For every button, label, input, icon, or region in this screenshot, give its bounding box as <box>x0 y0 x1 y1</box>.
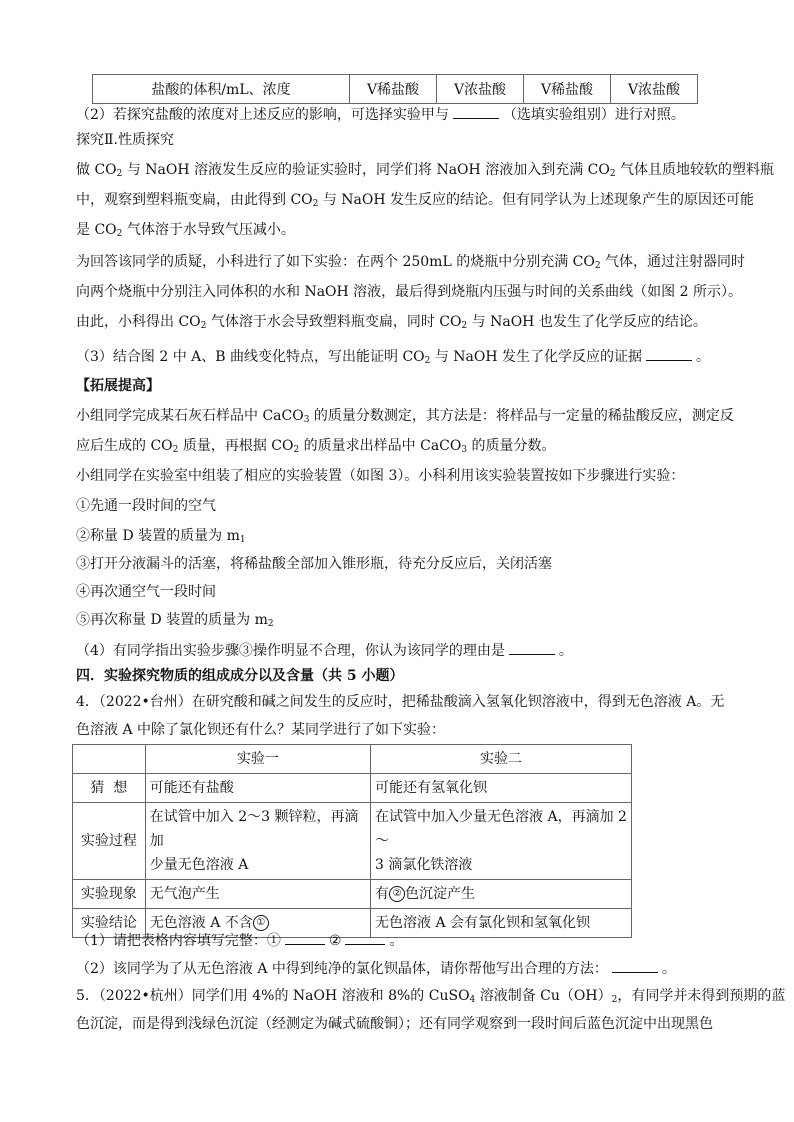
table-cell: 无气泡产生 <box>145 880 370 909</box>
question-4-1: （1）请把表格内容填写完整：① ② 。 <box>76 930 403 951</box>
table-cell: 无色溶液 A 不含 ① <box>145 909 370 938</box>
step-5: ⑤再次称量 D 装置的质量为 $m_2$ <box>76 612 274 629</box>
table-cell: 可能还有氢氧化钡 <box>371 774 632 803</box>
question-4-2: （2）该同学为了从无色溶液 A 中得到纯净的氯化钡晶体，请你帮他写出合理的方法： 。 <box>76 958 676 979</box>
answer-blank[interactable] <box>345 930 385 945</box>
paragraph-line: 为回答该同学的质疑，小科进行了如下实验：在两个 250mL 的烧瓶中分别充满 $CO_2$ 气体，通过注射器同时 <box>76 254 746 271</box>
extension-title: 【拓展提高】 <box>76 378 160 394</box>
table-cell: 实验二 <box>371 745 632 774</box>
table-cell: 无色溶液 A 会有氯化钡和氢氧化钡 <box>371 909 632 938</box>
table-row <box>73 803 632 880</box>
paragraph-line: 由此，小科得出 $CO_2$ 气体溶于水会导致塑料瓶变扁，同时 $CO_2$ 与 NaOH 也发生了化学反应的结论。 <box>76 314 707 331</box>
table-cell: V稀盐酸 <box>524 75 611 104</box>
table-cell: V浓盐酸 <box>611 75 698 104</box>
table-cell: V浓盐酸 <box>437 75 524 104</box>
paragraph-line: 中，观察到塑料瓶变扁，由此得到 $CO_2$ 与 NaOH 发生反应的结论。但有同学认为上述现象产生的原因还可能 <box>76 192 755 209</box>
table-row <box>73 774 632 803</box>
paragraph-line: 是 $CO_2$ 气体溶于水导致气压减小。 <box>76 222 295 239</box>
question-4: （4）有同学指出实验步骤③操作明显不合理，你认为该同学的理由是 。 <box>76 640 573 661</box>
answer-blank[interactable] <box>453 104 499 119</box>
table-cell: 在试管中加入 2～3 颗锌粒，再滴加 少量无色溶液 A <box>145 803 370 880</box>
experiment-table <box>72 744 632 938</box>
problem-5-line: 色沉淀，而是得到浅绿色沉淀（经测定为碱式硫酸铜）；还有同学观察到一段时间后蓝色沉淀中出现黑色 <box>76 1016 713 1032</box>
table-cell: 实验结论 <box>73 909 146 938</box>
table-cell: 实验过程 <box>73 803 146 880</box>
table-cell: 实验一 <box>145 745 370 774</box>
table-row <box>73 880 632 909</box>
paragraph-line: 小组同学在实验室中组装了相应的实验装置（如图 3）。小科利用该实验装置按如下步骤进行实验： <box>76 468 685 484</box>
question-2: （2）若探究盐酸的浓度对上述反应的影响，可选择实验甲与 （选填实验组别）进行对照。 <box>76 104 685 125</box>
step-3: ③打开分液漏斗的活塞，将稀盐酸全部加入锥形瓶，待充分反应后，关闭活塞 <box>76 556 552 572</box>
paragraph-line: 应后生成的 $CO_2$ 质量，再根据 $CO_2$ 的质量求出样品中 CaCO$_3$ 的质量分数。 <box>76 438 556 455</box>
section-4-title: 四．实验探究物质的组成成分以及含量（共 5 小题） <box>76 668 404 684</box>
table-row <box>93 75 698 104</box>
step-2: ②称量 D 装置的质量为 $m_1$ <box>76 528 246 545</box>
answer-blank[interactable] <box>285 930 325 945</box>
paragraph-line: 做 $CO_2$ 与 NaOH 溶液发生反应的验证实验时，同学们将 NaOH 溶液加入到充满 $CO_2$ 气体且质地较软的塑料瓶 <box>76 162 775 179</box>
problem-4-line: 色溶液 A 中除了氯化钡还有什么？某同学进行了如下实验： <box>76 722 446 738</box>
table-cell: V稀盐酸 <box>350 75 437 104</box>
blank-marker: ② <box>389 886 405 902</box>
table-cell: 有 ② 色沉淀产生 <box>371 880 632 909</box>
table-cell: 实验现象 <box>73 880 146 909</box>
table-cell: 在试管中加入少量无色溶液 A，再滴加 2～ 3 滴氯化铁溶液 <box>371 803 632 880</box>
paragraph-line: 小组同学完成某石灰石样品中 CaCO$_3$ 的质量分数测定，其方法是：将样品与一定量的稀盐酸反应，测定反 <box>76 408 734 425</box>
table-cell: 可能还有盐酸 <box>145 774 370 803</box>
step-4: ④再次通空气一段时间 <box>76 584 216 600</box>
table-row <box>73 745 632 774</box>
table-cell <box>73 745 146 774</box>
answer-blank[interactable] <box>646 346 692 361</box>
question-3: （3）结合图 2 中 A、B 曲线变化特点，写出能证明 $CO_2$ 与 NaOH 发生了化学反应的证据 。 <box>76 346 710 367</box>
table-cell: 猜 想 <box>73 774 146 803</box>
section-title: 探究Ⅱ.性质探究 <box>76 132 174 148</box>
answer-blank[interactable] <box>612 958 658 973</box>
paragraph-line: 向两个烧瓶中分别注入同体积的水和 NaOH 溶液，最后得到烧瓶内压强与时间的关系曲线（如图 2 所示）。 <box>76 284 742 300</box>
blank-marker: ① <box>253 915 269 931</box>
problem-5-line: 5．（2022•杭州）同学们用 4%的 NaOH 溶液和 8%的 CuSO$_4$ 溶液制备 $Cu(OH)_2$，有同学并未得到预期的蓝 <box>76 988 786 1005</box>
answer-blank[interactable] <box>509 640 555 655</box>
problem-4-line: 4．（2022•台州）在研究酸和碱之间发生的反应时，把稀盐酸滴入氢氧化钡溶液中，得到无色溶液 A。无 <box>76 694 725 710</box>
concentration-table <box>92 74 698 104</box>
step-1: ①先通一段时间的空气 <box>76 498 216 514</box>
table-cell: 盐酸的体积/mL、浓度 <box>93 75 350 104</box>
